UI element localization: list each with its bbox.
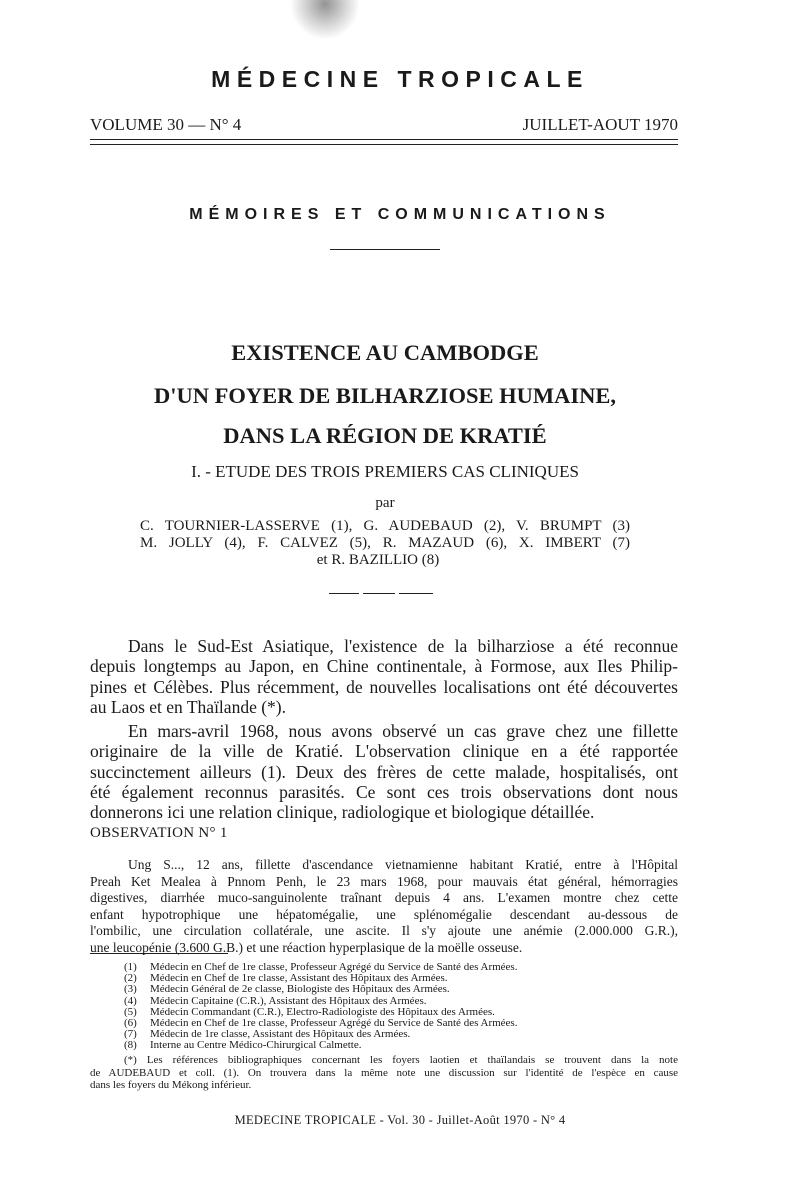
article-title-line-1: EXISTENCE AU CAMBODGE (231, 340, 539, 365)
text-line: enfant hypotrophique une hépatomégalie, une splénomégalie descendant au-dessous de (90, 906, 678, 922)
text-line: originaire de la ville de Kratié. L'observation clinique en a été rapportée (90, 741, 678, 762)
footnote-number: (5) (124, 1005, 137, 1018)
observation-text (90, 857, 678, 957)
footnote-text: Médecin de 1re classe, Assistant des Hôpitaux des Armées. (150, 1028, 411, 1041)
issue-line (90, 115, 678, 135)
text-line: dans les foyers du Mékong inférieur. (90, 1079, 252, 1091)
text-line: l'ombilic, une circulation collatérale, une ascite. Il s'y ajoute une anémie (2.000.000 G.R.), (90, 923, 678, 939)
text-line: été également reconnus parasités. Ce sont ces trois observations dont nous (90, 782, 678, 803)
footnote-number: (6) (124, 1017, 137, 1030)
footnote-number: (3) (124, 983, 137, 996)
footnote-text: Médecin Général de 2e classe, Biologiste des Hôpitaux des Armées. (150, 983, 450, 996)
text-line: depuis longtemps au Japon, en Chine continentale, à Formose, aux Iles Philip- (90, 656, 678, 677)
text-line: (*) Les références bibliographiques concernant les foyers laotien et thaïlandais se trouvent dans la note (124, 1054, 678, 1066)
header-double-rule (90, 139, 678, 145)
authors-line: C. TOURNIER-LASSERVE (1), G. AUDEBAUD (2), V. BRUMPT (3) (140, 518, 630, 534)
text-line: Dans le Sud-Est Asiatique, l'existence de la bilharziose a été reconnue (128, 636, 678, 656)
scan-artifact (290, 0, 360, 40)
text-line: donnerons ici une relation clinique, radiologique et biologique détaillée. (90, 802, 595, 823)
article-title-line-2: D'UN FOYER DE BILHARZIOSE HUMAINE, (154, 383, 616, 408)
footnote-number: (2) (124, 972, 137, 985)
text-line: pines et Célèbes. Plus récemment, de nouvelles localisations ont été découvertes (90, 676, 678, 697)
text-line: digestives, diarrhée muco-sanguinolente traînant depuis 4 ans. L'examen montre chez cette (90, 890, 678, 906)
footnote-text: Interne au Centre Médico-Chirurgical Calmette. (150, 1039, 362, 1052)
footnote-text: Médecin en Chef de 1re classe, Professeur Agrégé du Service de Santé des Armées. (150, 961, 518, 973)
volume-number: VOLUME 30 — N° 4 (90, 115, 242, 134)
by-line-par: par (375, 495, 395, 511)
authors-line: M. JOLLY (4), F. CALVEZ (5), R. MAZAUD (6), X. IMBERT (7) (140, 535, 630, 551)
footnote-item (124, 1040, 517, 1051)
paragraph (90, 721, 678, 822)
article-title-line-3: DANS LA RÉGION DE KRATIÉ (223, 423, 547, 448)
footnote-rule (90, 953, 228, 954)
text-line: Ung S..., 12 ans, fillette d'ascendance vietnamienne habitant Kratié, entre à l'Hôpital (128, 857, 678, 872)
observation-heading: OBSERVATION N° 1 (90, 825, 228, 841)
text-line: de AUDEBAUD et coll. (1). On trouvera dans la même note une discussion sur l'identité de l'espèce en cause (90, 1066, 678, 1079)
footnote-text: Médecin en Chef de 1re classe, Professeur Agrégé du Service de Santé des Armées. (150, 1017, 518, 1030)
section-divider (330, 249, 440, 250)
footnote-item (124, 984, 517, 995)
footnote-text: Médecin en Chef de 1re classe, Assistant des Hôpitaux des Armées. (150, 972, 448, 985)
article-subtitle: I. - ETUDE DES TROIS PREMIERS CAS CLINIQUES (191, 462, 579, 481)
footnote-number: (7) (124, 1028, 137, 1041)
footnote-references (90, 1054, 678, 1092)
text-line: Preah Ket Mealea à Pnnom Penh, le 23 mars 1968, pour mauvais état général, hémorragies (90, 873, 678, 889)
article-body (90, 636, 678, 827)
title-end-divider (329, 593, 433, 594)
author-list (140, 518, 630, 569)
footnote-text: Médecin Capitaine (C.R.), Assistant des Hôpitaux des Armées. (150, 994, 427, 1007)
text-line: En mars-avril 1968, nous avons observé un cas grave chez une fillette (128, 721, 678, 742)
authors-line: et R. BAZILLIO (8) (316, 552, 440, 568)
text-line: une leucopénie (3.600 G.B.) et une réaction hyperplasique de la moëlle osseuse. (90, 939, 523, 955)
issue-date: JUILLET-AOUT 1970 (522, 115, 678, 134)
section-title: MÉMOIRES ET COMMUNICATIONS (189, 206, 611, 223)
paragraph (90, 636, 678, 717)
text-line: au Laos et en Thaïlande (*). (90, 696, 286, 717)
footnote-number: (1) (124, 961, 137, 973)
footnote-number: (4) (124, 994, 137, 1007)
footnote-number: (8) (124, 1039, 137, 1052)
footnote-text: Médecin Commandant (C.R.), Electro-Radiologiste des Hôpitaux des Armées. (150, 1005, 495, 1018)
footnote-list (124, 962, 517, 1052)
journal-title: MÉDECINE TROPICALE (211, 66, 589, 92)
text-line: succinctement ailleurs (1). Deux des frères de cette malade, hospitalisés, ont (90, 761, 678, 782)
page-footer: MEDECINE TROPICALE - Vol. 30 - Juillet-Août 1970 - N° 4 (234, 1113, 566, 1127)
